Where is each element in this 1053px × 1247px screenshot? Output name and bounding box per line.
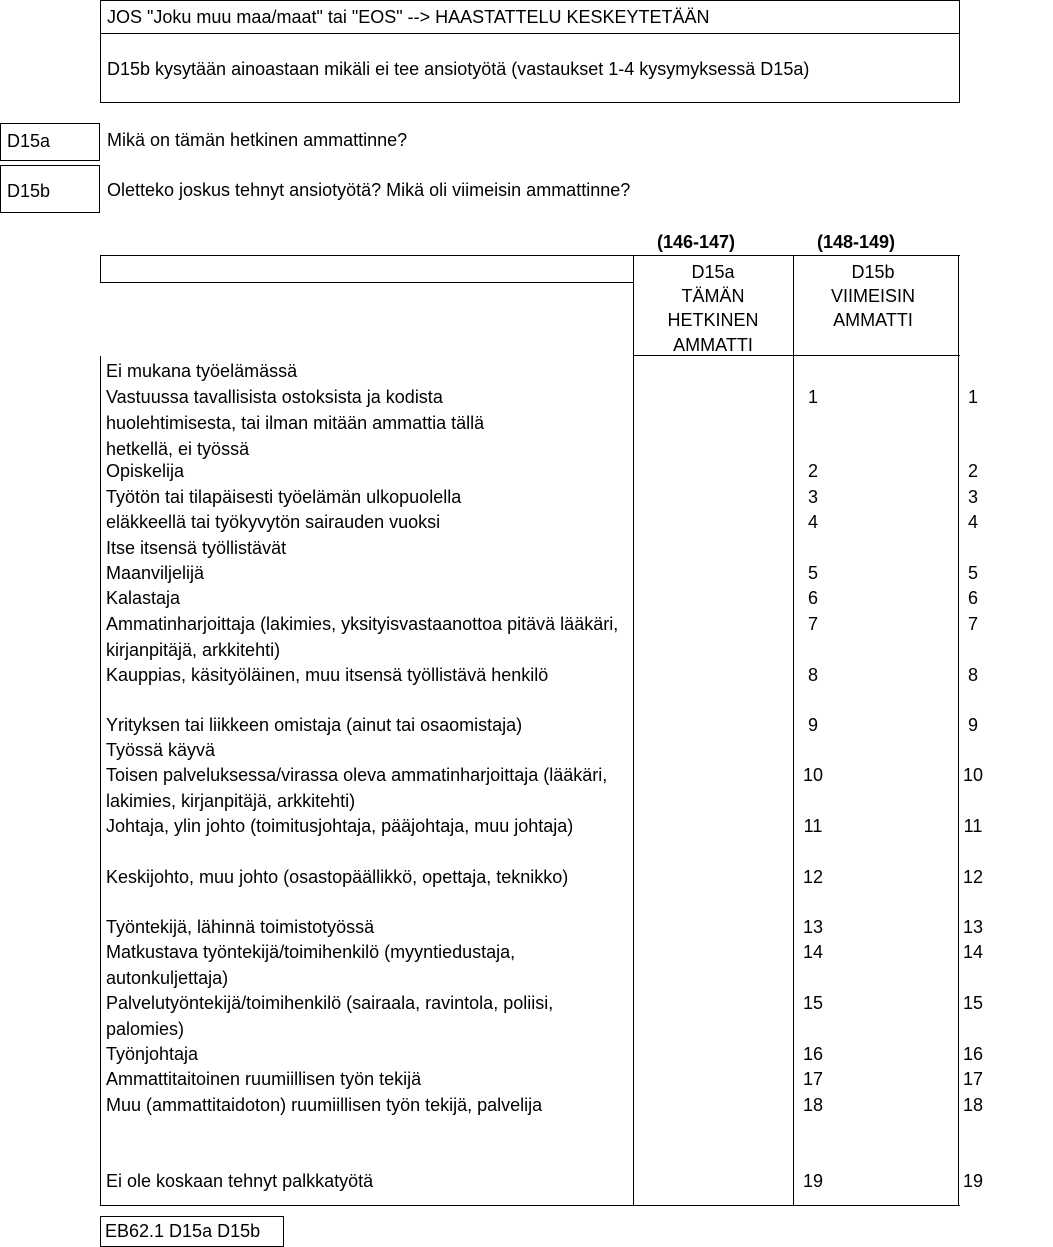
footer-text: EB62.1 D15a D15b	[105, 1221, 261, 1241]
table-row: Työntekijä, lähinnä toimistotyössä 13 13	[106, 917, 984, 937]
question-code-d15b: D15b	[0, 165, 100, 213]
table-bottom-line	[100, 1205, 960, 1206]
table-row: Ammattitaitoinen ruumiillisen työn tekijä 17 17	[106, 1069, 984, 1089]
col2-line2: AMMATTI	[833, 310, 913, 330]
table-row: Toisen palveluksessa/virassa oleva ammatinharjoittaja (lääkäri, lakimies, kirjanpitäjä, arkkitehti) 10 10	[106, 765, 984, 811]
table-row: eläkkeellä tai työkyvytön sairauden vuoksi 4 4	[106, 512, 978, 532]
table-row: Johtaja, ylin johto (toimitusjohtaja, pääjohtaja, muu johtaja) 11 11	[106, 816, 983, 836]
col1-line1: TÄMÄN	[681, 286, 745, 306]
footer-box	[100, 1216, 284, 1247]
table-row: Keskijohto, muu johto (osastopäällikkö, opettaja, teknikko) 12 12	[106, 867, 984, 887]
header-left-line	[100, 255, 101, 283]
col2-right-line	[958, 255, 959, 356]
table-row: Kalastaja 6 6	[106, 588, 978, 608]
header-left-bottom-line	[100, 282, 633, 283]
table-row: Ammatinharjoittaja (lakimies, yksityisvastaanottoa pitävä lääkäri, kirjanpitäjä, arkkitehti) 7 7	[106, 614, 978, 660]
col1-line2: HETKINEN	[667, 310, 759, 330]
table-row: Ei mukana työelämässä	[106, 361, 298, 381]
table-row: Työtön tai tilapäisesti työelämän ulkopuolella 3 3	[106, 487, 978, 507]
table-row: Vastuussa tavallisista ostoksista ja kodista huolehtimisesta, tai ilman mitään ammattia tällä hetkellä, ei työssä 1 1	[106, 387, 978, 459]
col2-line1: VIIMEISIN	[830, 286, 915, 306]
col2-code: D15b	[851, 262, 895, 282]
notice-box	[100, 0, 960, 34]
table-row: Matkustava työntekijä/toimihenkilö (myyntiedustaja, autonkuljettaja) 14 14	[106, 942, 984, 988]
table-row: Kauppias, käsityöläinen, muu itsensä työllistävä henkilö 8 8	[106, 665, 978, 685]
col1-code: D15a	[691, 262, 735, 282]
question-text-d15b: Oletteko joskus tehnyt ansiotyötä? Mikä oli viimeisin ammattinne?	[107, 180, 631, 200]
question-text-d15a: Mikä on tämän hetkinen ammattinne?	[107, 130, 408, 150]
info-box	[100, 33, 960, 103]
table-row: Työssä käyvä	[106, 740, 216, 760]
col2-range: (148-149)	[816, 232, 896, 252]
table-row: Ei ole koskaan tehnyt palkkatyötä 19 19	[106, 1171, 984, 1191]
question-code-d15a: D15a	[0, 123, 100, 161]
header-top-line	[100, 255, 960, 256]
col1-line3: AMMATTI	[673, 335, 753, 355]
info-text: D15b kysytään ainoastaan mikäli ei tee ansiotyötä (vastaukset 1-4 kysymyksessä D15a)	[107, 59, 810, 79]
table-row: Muu (ammattitaidoton) ruumiillisen työn tekijä, palvelija 18 18	[106, 1095, 984, 1115]
table-row: Yrityksen tai liikkeen omistaja (ainut tai osaomistaja) 9 9	[106, 715, 978, 735]
table-row: Maanviljelijä 5 5	[106, 563, 978, 583]
table-row: Opiskelija 2 2	[106, 461, 978, 481]
notice-text: JOS "Joku muu maa/maat" tai "EOS" --> HAASTATTELU KESKEYTETÄÄN	[107, 7, 710, 27]
table-row: Itse itsensä työllistävät	[106, 538, 287, 558]
table-row: Työnjohtaja 16 16	[106, 1044, 984, 1064]
table-row: Palvelutyöntekijä/toimihenkilö (sairaala, ravintola, poliisi, palomies) 15 15	[106, 993, 984, 1039]
col1-range: (146-147)	[656, 232, 736, 252]
